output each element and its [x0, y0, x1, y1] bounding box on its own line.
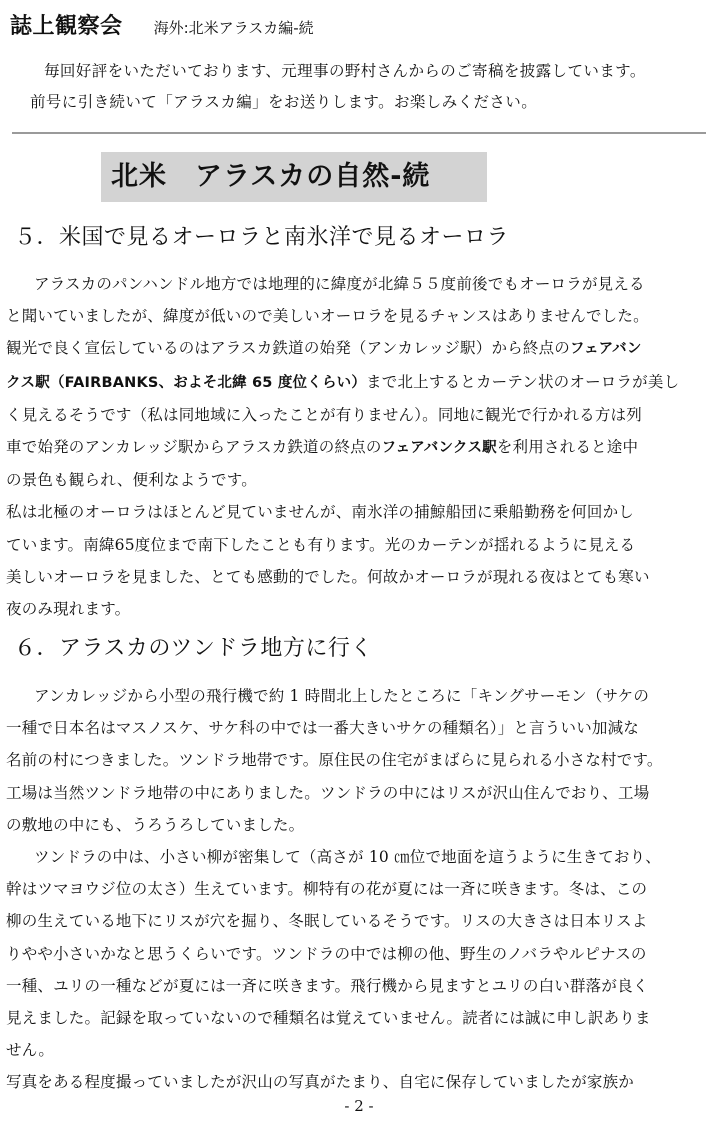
- body-text: ツンドラの中は、小さい柳が密集して（高さが 10 ㎝位で地面を這うように生きており、: [34, 848, 661, 867]
- bold-text: クス駅（FAIRBANKS、およそ北緯 65 度位くらい）: [6, 374, 367, 391]
- body-text: アンカレッジから小型の飛行機で約 1 時間北上したところに「キングサーモン（サケの: [34, 687, 650, 705]
- body-text: ています。南緯65度位まで南下したことも有ります。光のカーテンが揺れるように見える: [6, 535, 636, 554]
- body-text: を利用されると途中: [496, 438, 639, 457]
- body-text: 観光で良く宣伝しているのはアラスカ鉄道の始発（アンカレッジ駅）から終点の: [6, 339, 570, 358]
- body-text: 写真をある程度撮っていましたが沢山の写真がたまり、自宅に保存していましたが家族か: [6, 1073, 635, 1092]
- body-line: [6, 712, 714, 744]
- section-5-heading: ５．米国で見るオーロラと南氷洋で見るオーロラ: [14, 225, 510, 250]
- section-6-body: [6, 680, 714, 1099]
- body-line: [6, 777, 714, 809]
- horizontal-divider: [12, 132, 706, 134]
- body-line: [6, 399, 714, 431]
- body-line: [6, 744, 714, 776]
- body-line: [6, 841, 714, 873]
- body-text: 夜のみ現れます。: [6, 600, 131, 619]
- body-line: [6, 905, 714, 937]
- article-title-box: [101, 152, 487, 202]
- body-line: [6, 268, 714, 300]
- body-text: 工場は当然ツンドラ地帯の中にありました。ツンドラの中にはリスが沢山住んでおり、工場: [6, 783, 650, 802]
- body-text: 一種で日本名はマスノスケ、サケ科の中では一番大きいサケの種類名）」と言ういい加減な: [6, 719, 640, 738]
- body-text: アラスカのパンハンドル地方では地理的に緯度が北緯５５度前後でもオーロラが見える: [34, 275, 645, 293]
- bold-text: フェアバン: [569, 341, 642, 358]
- body-text: まで北上するとカーテン状のオーロラが美し: [366, 372, 680, 391]
- body-line: [6, 938, 714, 970]
- body-line: [6, 809, 714, 841]
- body-line: [6, 529, 714, 561]
- intro-line: 前号に引き続いて「アラスカ編」をお送りします。お楽しみください。: [30, 93, 538, 111]
- page-number: - 2 -: [344, 1097, 374, 1115]
- column-title: 誌上観察会: [10, 14, 123, 39]
- body-text: の敷地の中にも、うろうろしていました。: [6, 815, 305, 834]
- body-text: 幹はツマヨウジ位の太さ）生えています。柳特有の花が夏には一斉に咲きます。冬は、この: [6, 880, 648, 899]
- body-line: [6, 496, 714, 528]
- page-header: [10, 12, 710, 42]
- body-line: [6, 300, 714, 332]
- body-line: [6, 366, 714, 399]
- article-title: 北米 アラスカの自然-続: [111, 161, 431, 192]
- body-line: [6, 680, 714, 712]
- body-text: 名前の村につきました。ツンドラ地帯です。原住民の住宅がまばらに見られる小さな村です。: [6, 751, 663, 770]
- body-line: [6, 1002, 714, 1034]
- body-text: 一種、ユリの一種などが夏には一斉に咲きます。飛行機から見ますとユリの白い群落が良く: [6, 976, 649, 995]
- column-subtitle: 海外:北米アラスカ編-続: [153, 19, 314, 37]
- body-line: [6, 1066, 714, 1098]
- section-5-body: [6, 268, 714, 625]
- body-line: [6, 1034, 714, 1066]
- body-text: 私は北極のオーロラはほとんど見ていませんが、南氷洋の捕鯨船団に乗船勤務を何回かし: [6, 503, 635, 522]
- body-line: [6, 431, 714, 464]
- body-line: [6, 332, 714, 365]
- body-text: りやや小さいかなと思うくらいです。ツンドラの中では柳の他、野生のノバラやルピナスの: [6, 944, 647, 963]
- body-text: 見えました。記録を取っていないので種類名は覚えていません。読者には誠に申し訳ありま: [6, 1009, 651, 1028]
- intro-line: 毎回好評をいただいております、元理事の野村さんからのご寄稿を披露しています。: [44, 62, 646, 80]
- body-text: せん。: [6, 1041, 55, 1060]
- body-text: 車で始発のアンカレッジ駅からアラスカ鉄道の終点の: [6, 438, 382, 457]
- body-text: く見えるそうです（私は同地域に入ったことが有りません）。同地に観光で行かれる方は列: [6, 405, 642, 424]
- body-line: [6, 464, 714, 496]
- body-text: 美しいオーロラを見ました、とても感動的でした。何故かオーロラが現れる夜はとても寒い: [6, 567, 650, 586]
- body-text: の景色も観られ、便利なようです。: [6, 471, 257, 490]
- body-text: と聞いていましたが、緯度が低いので美しいオーロラを見るチャンスはありませんでした。: [6, 307, 649, 326]
- body-line: [6, 561, 714, 593]
- bold-text: フェアバンクス駅: [381, 440, 497, 457]
- body-line: [6, 970, 714, 1002]
- intro-paragraph: [0, 56, 718, 118]
- body-line: [6, 873, 714, 905]
- body-line: [6, 593, 714, 625]
- section-6-heading: ６．アラスカのツンドラ地方に行く: [14, 636, 373, 661]
- body-text: 柳の生えている地下にリスが穴を掘り、冬眠しているそうです。リスの大きさは日本リスよ: [6, 912, 648, 931]
